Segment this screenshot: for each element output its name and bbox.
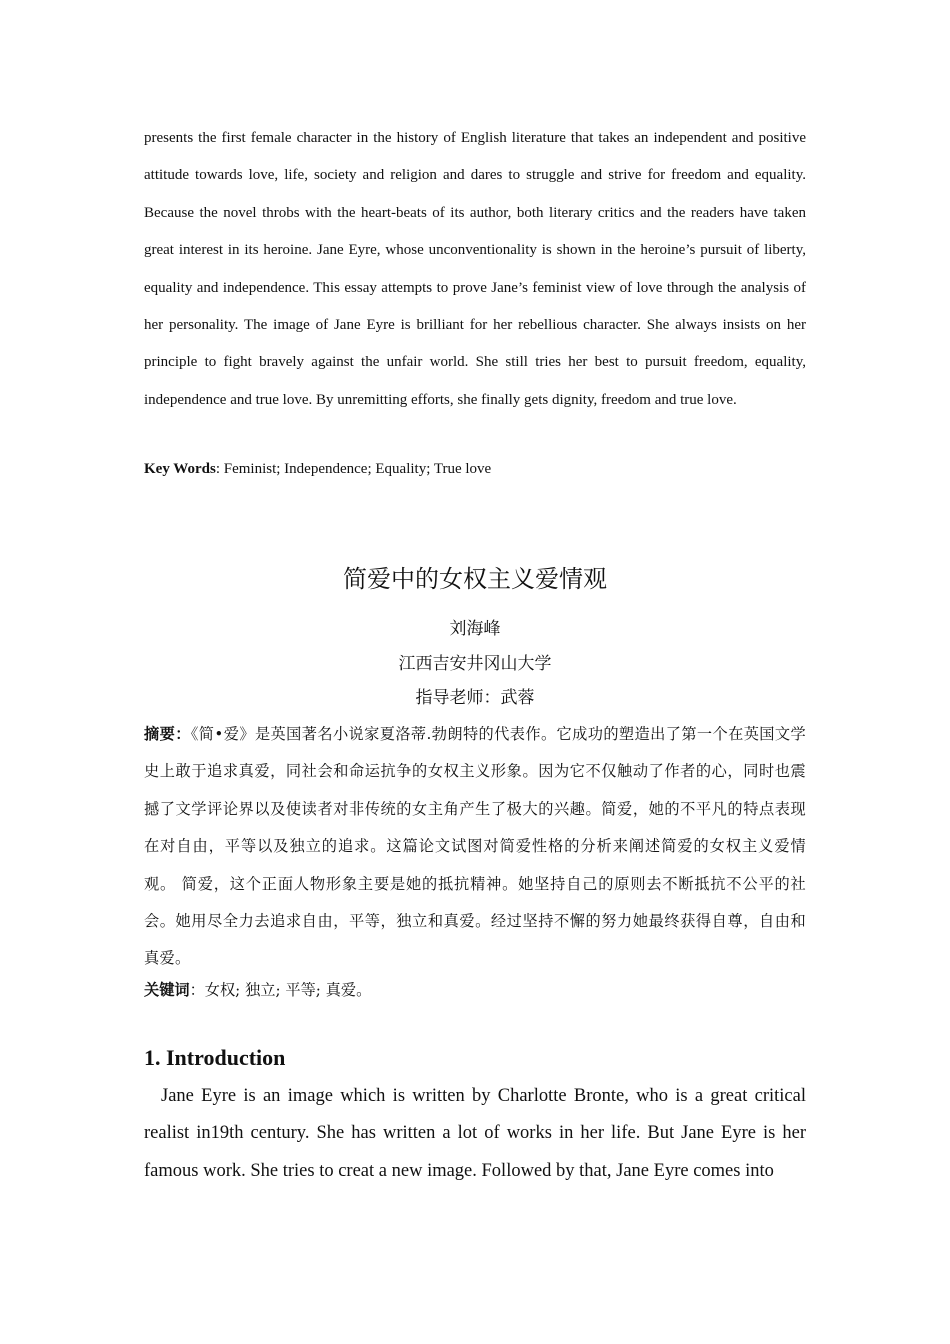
chinese-keywords [144, 978, 806, 1002]
section-heading-introduction: 1. Introduction [144, 1045, 286, 1070]
chinese-keywords-list: ：女权; 独立; 平等; 真爱。 [189, 981, 372, 999]
chinese-abstract-label: 摘要： [144, 725, 191, 743]
chinese-keywords-label: 关键词 [144, 981, 190, 999]
english-keywords [144, 458, 806, 480]
chinese-title: 简爱中的女权主义爱情观 [343, 565, 607, 593]
chinese-abstract-body: 《简•爱》是英国著名小说家夏洛蒂.勃朗特的代表作。它成功的塑造出了第一个在英国文学史上敢于追求真爱，同社会和命运抗争的女权主义形象。因为它不仅触动了作者的心，同时也震撼了文学评论界以及使读者对非传统的女主角产生了极大的兴趣。简爱，她的不平凡的特点表现在对自由，平等以及独立的追求。这篇论文试图对简爱性格的分析来阐述简爱的女权主义爱情观。 简爱，这个正面人物形象主要是她的抵抗精神。她坚持自己的原则去不断抵抗不公平的社会。她用尽全力去追求自由，平等，独立和真爱。经过坚持不懈的努力她最终获得自尊，自由和真爱。 [144, 725, 806, 968]
introduction-paragraph: Jane Eyre is an image which is written by Charlotte Bronte, who is a great critical realist in19th century. She has written a lot of works in her life. But Jane Eyre is her famous work. She tries to creat a new image. Followed by that, Jane Eyre comes into [144, 1086, 806, 1181]
chinese-author: 刘海峰 [449, 619, 501, 639]
chinese-institution: 江西吉安井冈山大学 [398, 654, 552, 674]
english-keywords-list: : Feminist; Independence; Equality; True love [215, 461, 492, 477]
english-keywords-label: Key Words [144, 461, 216, 477]
chinese-abstract [144, 716, 806, 978]
english-abstract-body: presents the first female character in the history of English literature that takes an independent and positive attitude towards love, life, society and religion and dares to struggle and strive for freedom and equality. Because the novel throbs with the heart-beats of its author, both literary critics and the readers have taken great interest in its heroine. Jane Eyre, whose unconventionality is shown in the heroine’s pursuit of liberty, equality and independence. This essay attempts to prove Jane’s feminist view of love through the analysis of her personality. The image of Jane Eyre is brilliant for her rebellious character. She always insists on her principle to fight bravely against the unfair world. She still tries her best to pursuit freedom, equality, independence and true love. By unremitting efforts, she finally gets dignity, freedom and true love. [144, 130, 806, 408]
chinese-advisor: 指导老师：武蓉 [415, 688, 535, 708]
